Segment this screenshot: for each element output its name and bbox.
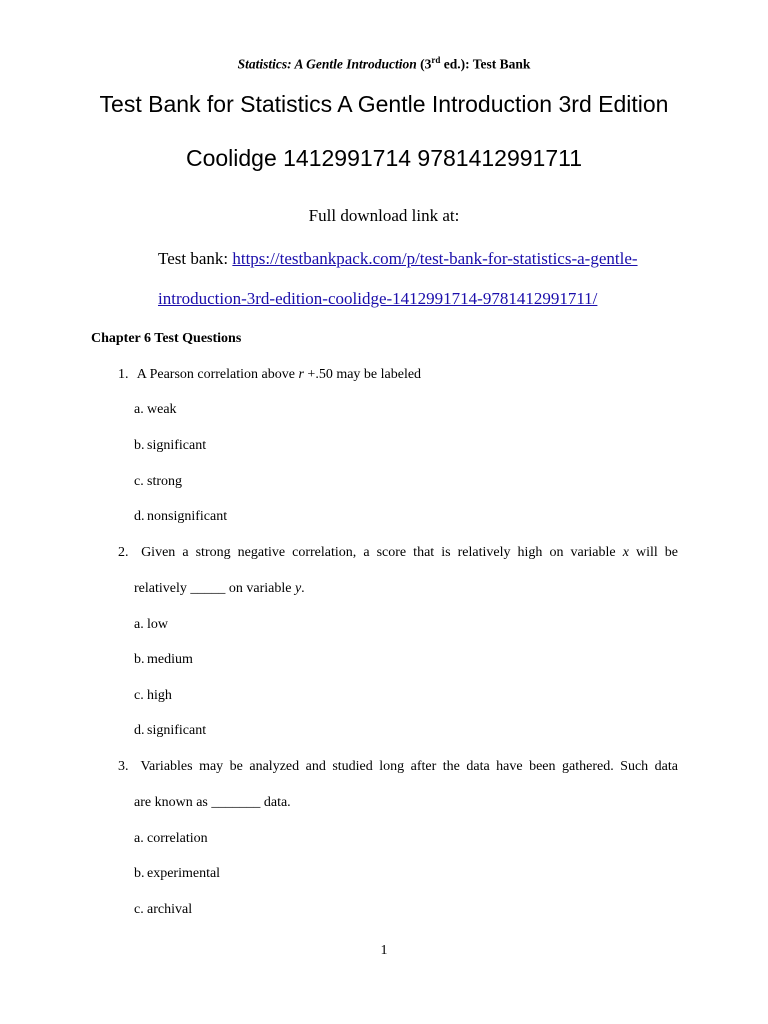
download-label: Full download link at: [308,206,460,225]
question-text: . [301,581,305,596]
option-2c [134,688,172,704]
option-letter: d. [134,509,145,524]
question-3 [118,759,678,775]
testbank-link-part-1[interactable]: https://testbankpack.com/p/test-bank-for-statistics-a-gentle- [232,249,638,268]
question-text: +.50 may be labeled [303,367,422,382]
question-3-line-2: are known as _______ data. [134,795,291,810]
option-text: significant [147,438,207,453]
document-title-line-2: Coolidge 1412991714 9781412991711 [185,145,583,171]
option-1a [134,402,177,418]
option-letter: a. [134,831,144,846]
page-number: 1 [380,943,388,958]
question-2-line-2 [134,581,305,597]
header-edition-prefix: (3 [416,56,432,72]
option-2b [134,652,193,668]
question-text: Given a strong negative correlation, a score that is relatively high on variable [141,545,623,560]
option-3b [134,866,220,882]
option-1c [134,474,182,490]
header-edition-sup: rd [431,55,441,65]
question-number: 2. [118,545,129,560]
chapter-heading: Chapter 6 Test Questions [91,331,242,346]
option-letter: b. [134,652,145,667]
question-number: 3. [118,759,129,774]
option-text: archival [147,902,193,917]
question-text: relatively _____ on variable [134,581,295,596]
option-text: high [147,688,172,703]
question-text: Variables may be analyzed and studied long after the data have been gathered. Such data [140,759,678,774]
option-letter: b. [134,438,145,453]
question-text-line-1 [134,545,678,561]
running-header [0,55,768,73]
testbank-link-line [158,249,638,269]
option-2a [134,617,168,633]
option-text: strong [147,474,182,489]
question-2 [118,545,678,561]
option-text: medium [147,652,193,667]
question-1 [118,367,421,383]
option-3a [134,831,208,847]
question-text-italic: r [298,367,304,382]
testbank-prefix: Test bank: [158,249,233,268]
question-text-line-1 [134,759,678,775]
option-letter: b. [134,866,145,881]
option-3c [134,902,192,918]
option-letter: c. [134,688,144,703]
question-text: A Pearson correlation above [136,367,299,382]
option-1b [134,438,206,454]
question-text-italic: x [622,545,629,560]
option-text: low [147,617,168,632]
option-letter: a. [134,402,144,417]
option-2d [134,723,206,739]
header-book-title: Statistics: A Gentle Introduction [237,56,417,72]
question-text-italic: y [294,581,302,596]
option-text: significant [147,723,207,738]
testbank-link-line-2 [158,289,597,309]
testbank-link-part-2[interactable]: introduction-3rd-edition-coolidge-1412991714-9781412991711/ [158,289,598,308]
option-text: nonsignificant [147,509,228,524]
header-suffix: ed.): Test Bank [440,56,531,72]
document-title-line-1: Test Bank for Statistics A Gentle Introduction 3rd Edition [99,91,669,117]
option-text: correlation [147,831,208,846]
option-text: experimental [147,866,221,881]
option-1d [134,509,227,525]
question-text: will be [628,545,679,560]
option-letter: c. [134,902,144,917]
option-letter: a. [134,617,144,632]
option-letter: c. [134,474,144,489]
option-text: weak [147,402,177,417]
question-number: 1. [118,367,129,382]
option-letter: d. [134,723,145,738]
